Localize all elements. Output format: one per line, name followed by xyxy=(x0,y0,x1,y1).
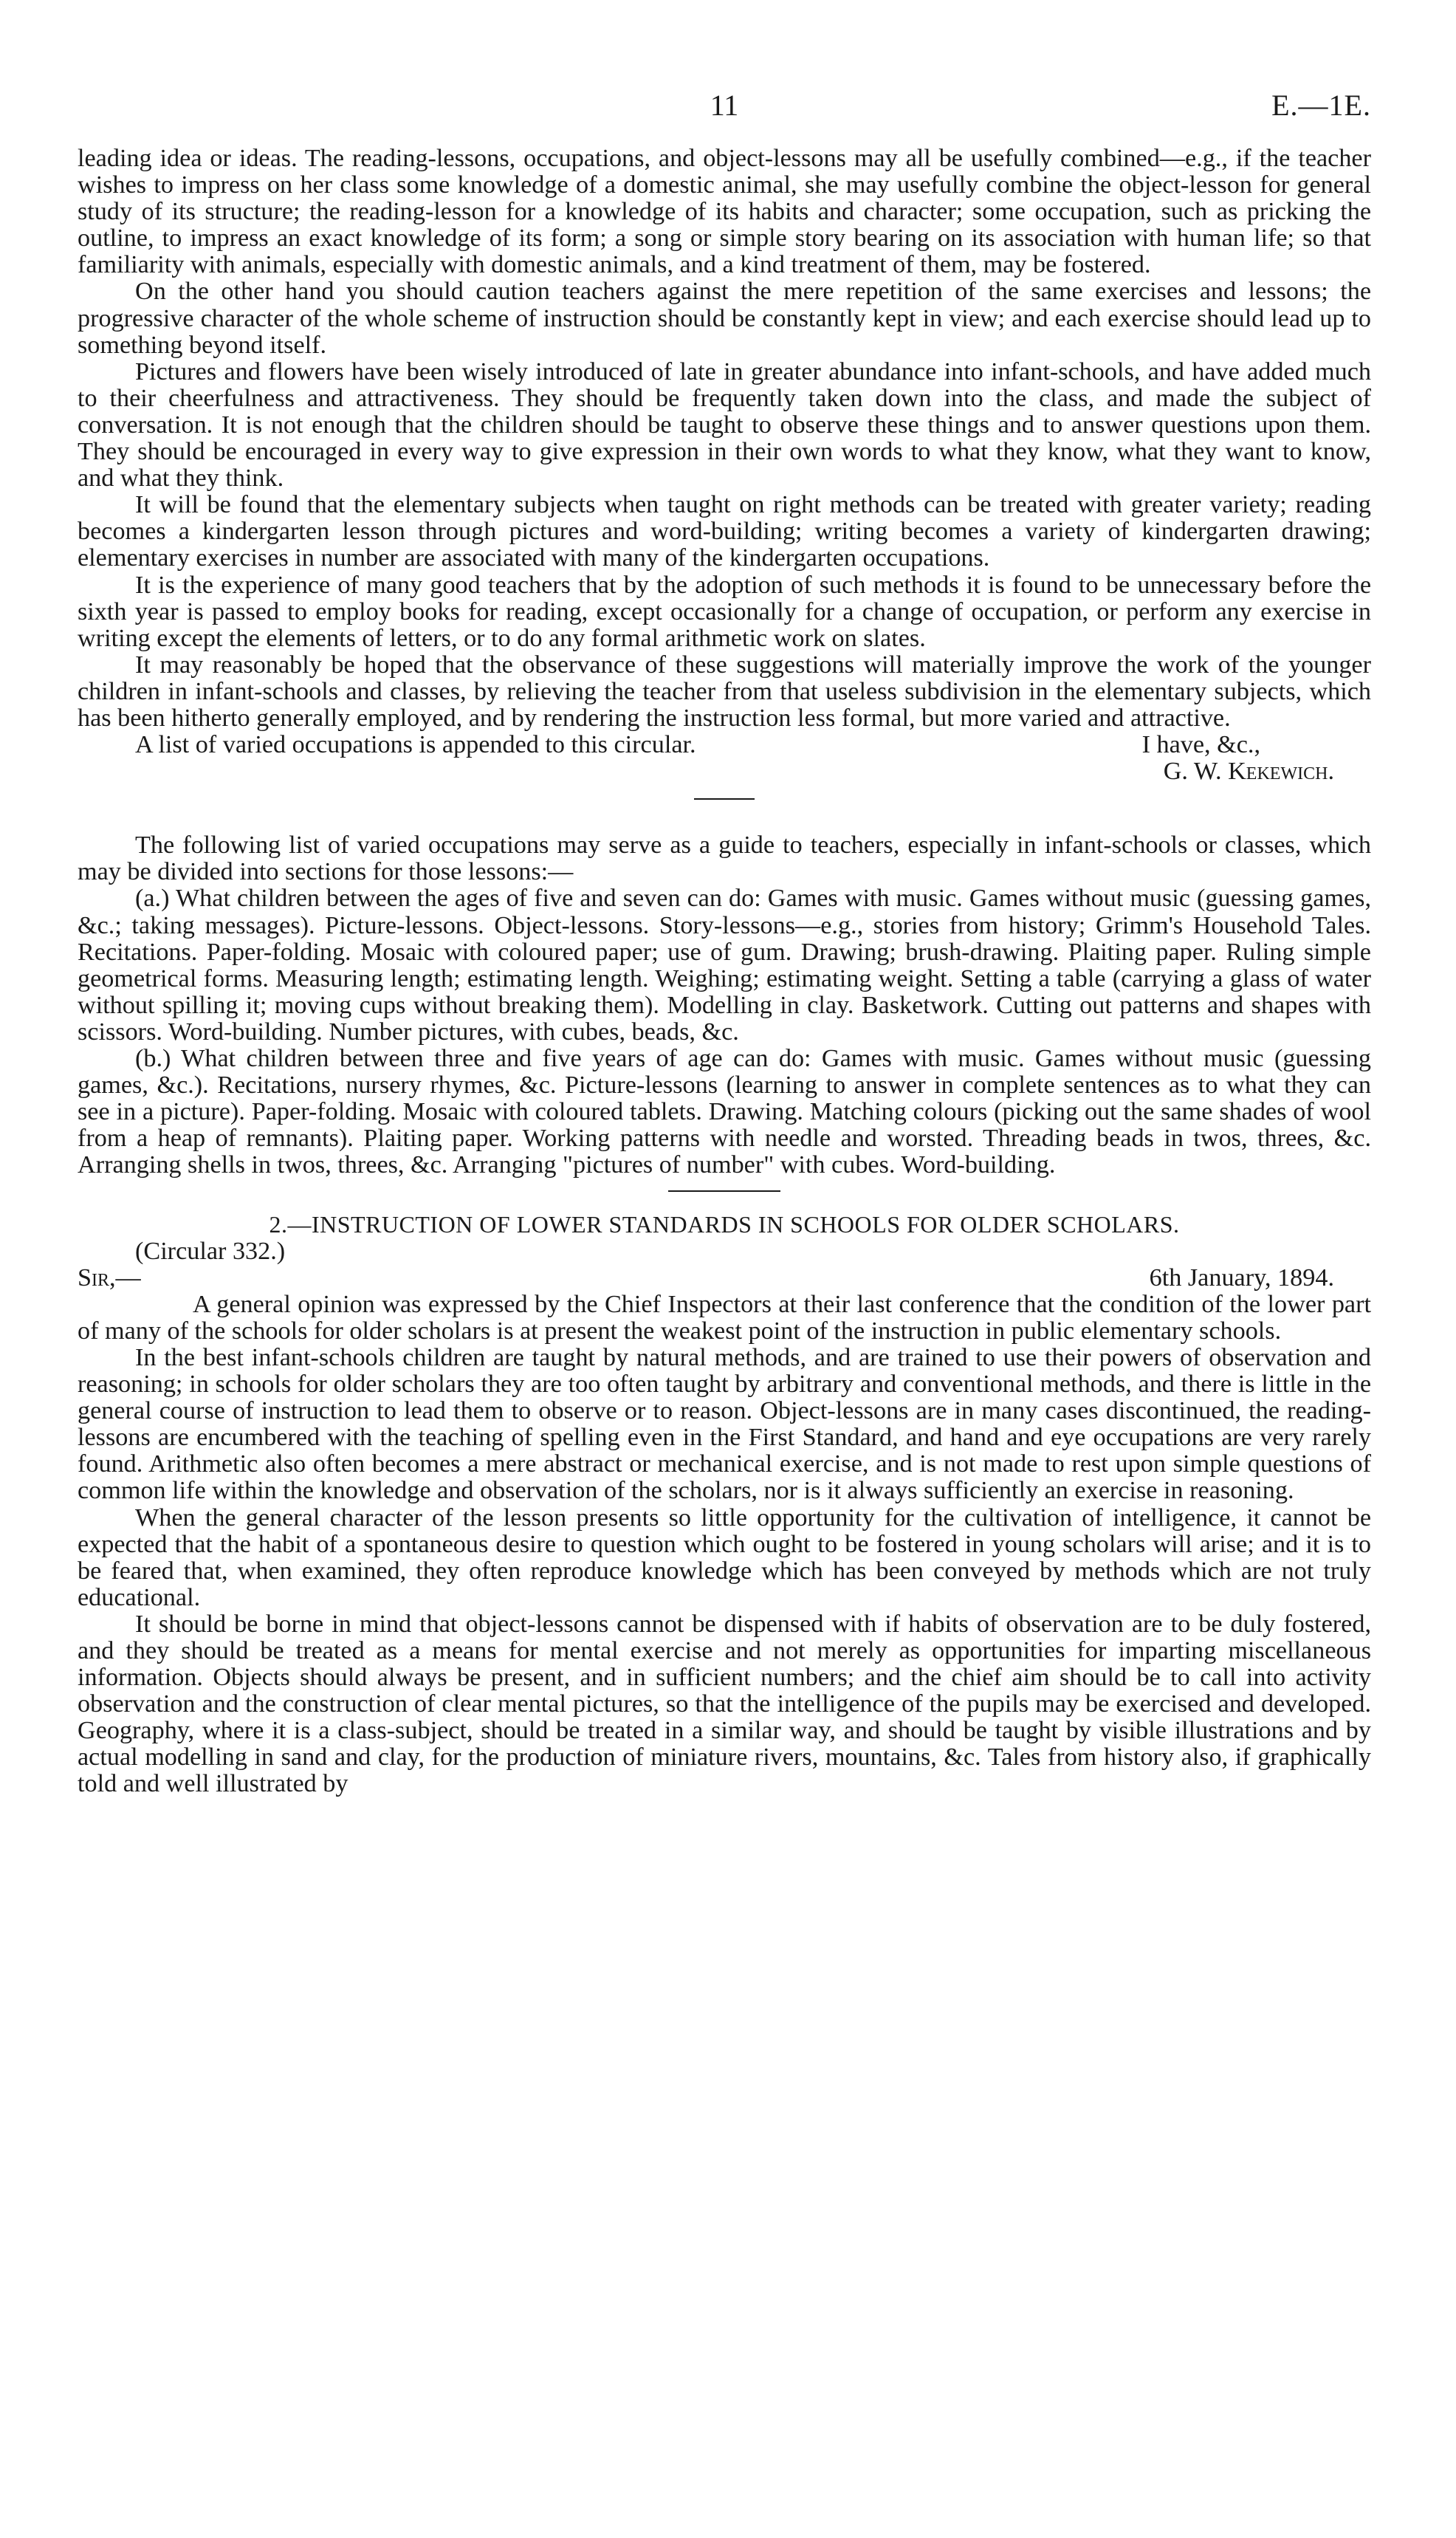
occupations-intro: The following list of varied occupations may serve as a guide to teachers, especially in infant-schools or classes, which may be divided into sections for those lessons:— xyxy=(78,831,1371,886)
paragraph: It is the experience of many good teachers that by the adoption of such methods it is found to be unnecessary before the sixth year is passed to employ books for reading, except occasionally for a change of occupation, or perform any exercise in writing except the elements of letters, or to do any formal arithmetic work on slates. xyxy=(78,571,1371,652)
signature: G. W. Kekewich. xyxy=(1163,758,1334,786)
circular-number: (Circular 332.) xyxy=(135,1237,286,1265)
paragraph: leading idea or ideas. The reading-lessons, occupations, and object-lessons may all be usefully combined—e.g., if the teacher wishes to impress on her class some knowledge of a domestic animal, she may usefully combine the object-lesson for general study of its structure; the reading-lesson for a knowledge of its habits and character; some occupation, such as pricking the outline, to impress an exact knowledge of its form; a song or simple story bearing on its association with human life; so that familiarity with animals, especially with domestic animals, and a kind treatment of them, may be fostered. xyxy=(78,145,1371,279)
salutation: Sir,— xyxy=(78,1263,141,1292)
paragraph: It may reasonably be hoped that the observance of these suggestions will materially improve the work of the younger children in infant-schools and classes, by relieving the teacher from that useless subdivision in the elementary subjects, which has been hitherto generally employed, and by rendering the instruction less formal, but more varied and attractive. xyxy=(78,651,1371,732)
section-heading: 2.—INSTRUCTION OF LOWER STANDARDS IN SCHOOLS FOR OLDER SCHOLARS. xyxy=(269,1211,1180,1238)
salutation-row xyxy=(78,1265,1371,1292)
occupations-section-b: (b.) What children between three and five years of age can do: Games with music. Games without music (guessing games, &c.). Recitations, nursery rhymes, &c. Picture-lessons (learning to answer in complete sentences as to what they can see in a picture). Paper-folding. Mosaic with coloured tablets. Drawing. Matching colours (picking out the same shades of wool from a heap of remnants). Plaiting paper. Working patterns with needle and worsted. Threading beads in twos, threes, &c. Arranging shells in twos, threes, &c. Arranging "pictures of number" with cubes. Word-building. xyxy=(78,1045,1371,1179)
circular-date: 6th January, 1894. xyxy=(1149,1263,1334,1292)
paragraph: In the best infant-schools children are taught by natural methods, and are trained to use their powers of observation and reasoning; in schools for older scholars they are too often taught by arbitrary and conventional methods, and there is little in the general course of instruction to lead them to observe or to reason. Object-lessons are in many cases discontinued, the reading-lessons are encumbered with the teaching of spelling even in the First Standard, and hand and eye occupations are very rarely found. Arithmetic also often becomes a mere abstract or mechanical exercise, and is not made to rest upon simple questions of common life within the knowledge and observation of the scholars, nor is it always sufficiently an exercise in reasoning. xyxy=(78,1343,1371,1505)
paragraph: Pictures and flowers have been wisely introduced of late in greater abundance into infant-schools, and have added much to their cheerfulness and attractiveness. They should be frequently taken down into the class, and made the subject of conversation. It is not enough that the children should be taught to observe these things and to answer questions upon them. They should be encouraged in every way to give expression in their own words to what they know, what they want to know, and what they think. xyxy=(78,357,1371,493)
section-divider xyxy=(668,1190,780,1192)
paragraph: On the other hand you should caution teachers against the mere repetition of the same exercises and lessons; the progressive character of the whole scheme of instruction should be constantly kept in view; and each exercise should lead up to something beyond itself. xyxy=(78,278,1371,359)
closing-phrase: I have, &c., xyxy=(1141,731,1260,759)
occupations-section-a: (a.) What children between the ages of five and seven can do: Games with music. Games without music (guessing games, &c.; taking messages). Picture-lessons. Object-lessons. Story-lessons—e.g., stories from history; Grimm's Household Tales. Recitations. Paper-folding. Mosaic with coloured paper; use of gum. Drawing; brush-drawing. Plaiting paper. Ruling simple geometrical forms. Measuring length; estimating length. Weighing; estimating weight. Setting a table (carrying a glass of water without spilling it; moving cups without breaking them). Modelling in clay. Basketwork. Cutting out patterns and shapes with scissors. Word-building. Number pictures, with cubes, beads, &c. xyxy=(78,885,1371,1046)
closing-note: A list of varied occupations is appended to this circular. xyxy=(135,731,696,759)
document-page xyxy=(78,89,1371,1798)
closing-line xyxy=(78,732,1371,758)
paragraph: A general opinion was expressed by the Chief Inspectors at their last conference that the condition of the lower part of many of the schools for older scholars is at present the weakest point of the instruction in public elementary schools. xyxy=(78,1290,1371,1345)
document-reference: E.—1E. xyxy=(1271,89,1371,122)
page-number: 11 xyxy=(710,89,739,122)
divider xyxy=(694,798,755,800)
page-header xyxy=(78,89,1371,145)
paragraph: When the general character of the lesson presents so little opportunity for the cultivation of intelligence, it cannot be expected that the habit of a spontaneous desire to question which ought to be fostered in young scholars will arise; and it is to be feared that, when examined, they often reproduce knowledge which has been conveyed by methods which are not truly educational. xyxy=(78,1503,1371,1611)
paragraph: It will be found that the elementary subjects when taught on right methods can be treated with greater variety; reading becomes a kindergarten lesson through pictures and word-building; writing becomes a variety of kindergarten drawing; elementary exercises in number are associated with many of the kindergarten occupations. xyxy=(78,491,1371,572)
paragraph: It should be borne in mind that object-lessons cannot be dispensed with if habits of observation are to be duly fostered, and they should be treated as a means for mental exercise and not merely as opportunities for imparting miscellaneous information. Objects should always be present, and in sufficient numbers; and the chief aim should be to call into activity observation and the construction of clear mental pictures, so that the intelligence of the pupils may be exercised and developed. Geography, where it is a class-subject, should be treated in a similar way, and should be taught by visible illustrations and by actual modelling in sand and clay, for the production of miniature rivers, mountains, &c. Tales from history also, if graphically told and well illustrated by xyxy=(78,1610,1371,1798)
